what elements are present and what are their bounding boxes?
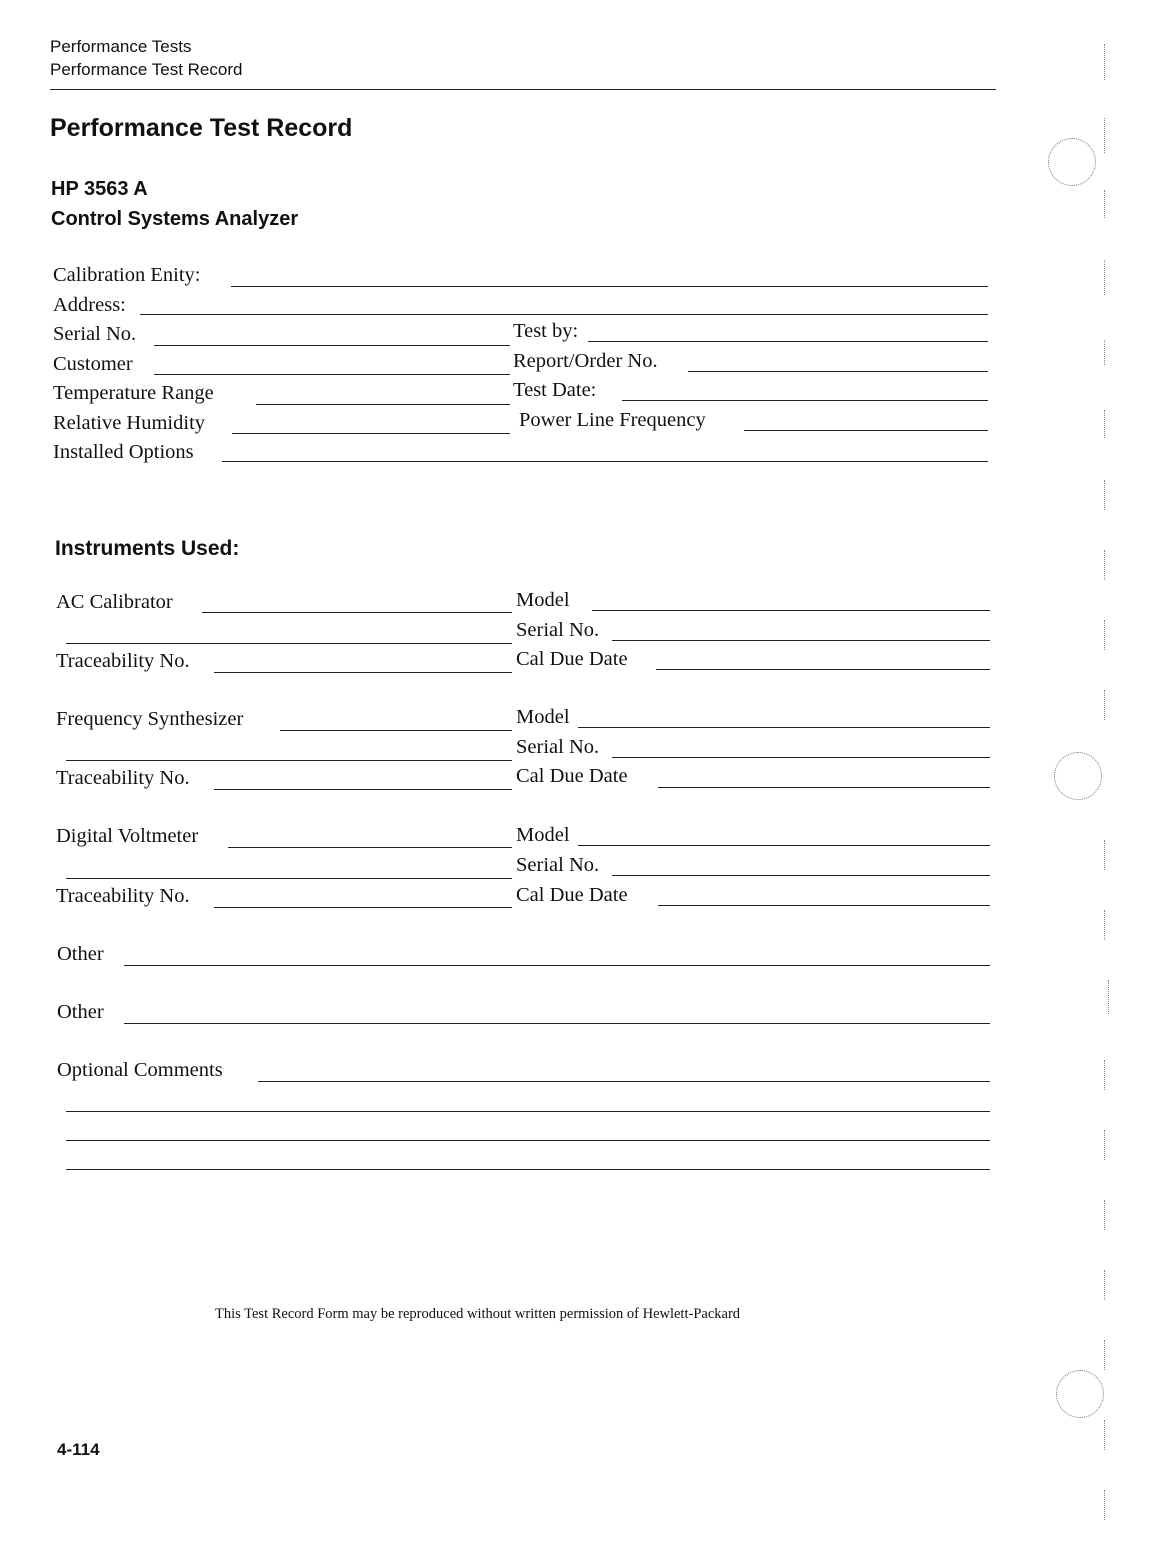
installed-options-label: Installed Options xyxy=(53,441,194,463)
instrument-name-field[interactable] xyxy=(202,612,512,613)
page-edge-mark xyxy=(1104,190,1105,218)
cal-due-date-label: Cal Due Date xyxy=(516,648,628,670)
optional-comments-line-2[interactable] xyxy=(66,1111,990,1112)
header-divider xyxy=(50,89,996,90)
temperature-range-field[interactable] xyxy=(256,404,510,405)
instrument-name-label: Digital Voltmeter xyxy=(56,825,199,847)
other-1-field[interactable] xyxy=(124,965,990,966)
page-edge-mark xyxy=(1108,980,1109,1014)
running-header-subsection: Performance Test Record xyxy=(50,60,243,79)
instrument-name: Control Systems Analyzer xyxy=(51,208,299,230)
model-label: Model xyxy=(516,824,570,846)
cal-due-date-label: Cal Due Date xyxy=(516,884,628,906)
page-edge-mark xyxy=(1104,1060,1105,1090)
serial-no-field[interactable] xyxy=(612,875,990,876)
page-edge-mark xyxy=(1104,118,1105,153)
serial-no-label: Serial No. xyxy=(516,619,600,641)
serial-no-label: Serial No. xyxy=(53,323,137,345)
relative-humidity-label: Relative Humidity xyxy=(53,412,206,434)
page-edge-mark xyxy=(1104,1200,1105,1230)
reproduction-notice: This Test Record Form may be reproduced without written permission of Hewlett-Packard xyxy=(215,1306,741,1322)
binder-hole-icon xyxy=(1054,752,1102,800)
instrument-name-field-line2[interactable] xyxy=(66,878,512,879)
installed-options-field[interactable] xyxy=(222,461,988,462)
page-edge-mark xyxy=(1104,910,1105,940)
temperature-range-label: Temperature Range xyxy=(53,382,214,404)
serial-no-field[interactable] xyxy=(612,757,990,758)
serial-no-field[interactable] xyxy=(612,640,990,641)
traceability-no-label: Traceability No. xyxy=(56,650,190,672)
page-edge-mark xyxy=(1104,1130,1105,1160)
address-field[interactable] xyxy=(140,314,988,315)
report-order-no-label: Report/Order No. xyxy=(513,350,658,372)
power-line-frequency-field[interactable] xyxy=(744,430,988,431)
relative-humidity-field[interactable] xyxy=(232,433,510,434)
cal-due-date-field[interactable] xyxy=(656,669,990,670)
page-edge-mark xyxy=(1104,480,1105,510)
model-field[interactable] xyxy=(578,727,990,728)
customer-label: Customer xyxy=(53,353,133,375)
report-order-no-field[interactable] xyxy=(688,371,988,372)
test-date-label: Test Date: xyxy=(513,379,597,401)
cal-due-date-field[interactable] xyxy=(658,787,990,788)
other-2-field[interactable] xyxy=(124,1023,990,1024)
serial-no-field[interactable] xyxy=(154,345,510,346)
traceability-no-field[interactable] xyxy=(214,789,512,790)
page-edge-mark xyxy=(1104,1490,1105,1520)
cal-due-date-field[interactable] xyxy=(658,905,990,906)
address-label: Address: xyxy=(53,294,126,316)
traceability-no-field[interactable] xyxy=(214,672,512,673)
binder-hole-icon xyxy=(1048,138,1096,186)
page-edge-mark xyxy=(1104,340,1105,365)
instrument-name-field-line2[interactable] xyxy=(66,643,512,644)
page-edge-mark xyxy=(1104,840,1105,870)
page-edge-mark xyxy=(1104,550,1105,580)
test-by-field[interactable] xyxy=(588,341,988,342)
test-by-label: Test by: xyxy=(513,320,579,342)
binder-hole-icon xyxy=(1056,1370,1104,1418)
page-edge-mark xyxy=(1104,1340,1105,1370)
model-label: Model xyxy=(516,706,570,728)
cal-due-date-label: Cal Due Date xyxy=(516,765,628,787)
traceability-no-field[interactable] xyxy=(214,907,512,908)
other-1-label: Other xyxy=(57,943,104,965)
optional-comments-line-3[interactable] xyxy=(66,1140,990,1141)
traceability-no-label: Traceability No. xyxy=(56,885,190,907)
instrument-name-field[interactable] xyxy=(280,730,512,731)
instrument-name-field[interactable] xyxy=(228,847,512,848)
page-edge-mark xyxy=(1104,1420,1105,1450)
model-field[interactable] xyxy=(578,845,990,846)
test-date-field[interactable] xyxy=(622,400,988,401)
optional-comments-line-4[interactable] xyxy=(66,1169,990,1170)
page-title: Performance Test Record xyxy=(50,114,353,142)
serial-no-label: Serial No. xyxy=(516,736,600,758)
page-edge-mark xyxy=(1104,690,1105,720)
customer-field[interactable] xyxy=(154,374,510,375)
instrument-name-label: AC Calibrator xyxy=(56,591,173,613)
calibration-entity-field[interactable] xyxy=(231,286,988,287)
page-edge-mark xyxy=(1104,260,1105,295)
calibration-entity-label: Calibration Enity: xyxy=(53,264,201,286)
other-2-label: Other xyxy=(57,1001,104,1023)
running-header-section: Performance Tests xyxy=(50,37,192,56)
optional-comments-field[interactable] xyxy=(258,1081,990,1082)
page-edge-mark xyxy=(1104,1270,1105,1300)
page-edge-mark xyxy=(1104,44,1105,80)
power-line-frequency-label: Power Line Frequency xyxy=(519,409,706,431)
optional-comments-label: Optional Comments xyxy=(57,1059,223,1081)
model-field[interactable] xyxy=(592,610,990,611)
instruments-used-heading: Instruments Used: xyxy=(55,537,240,560)
instrument-name-field-line2[interactable] xyxy=(66,760,512,761)
instrument-name-label: Frequency Synthesizer xyxy=(56,708,244,730)
serial-no-label: Serial No. xyxy=(516,854,600,876)
page-edge-mark xyxy=(1104,620,1105,650)
page-edge-mark xyxy=(1104,410,1105,438)
model-number: HP 3563 A xyxy=(51,178,148,200)
page-number: 4-114 xyxy=(57,1440,100,1459)
traceability-no-label: Traceability No. xyxy=(56,767,190,789)
model-label: Model xyxy=(516,589,570,611)
